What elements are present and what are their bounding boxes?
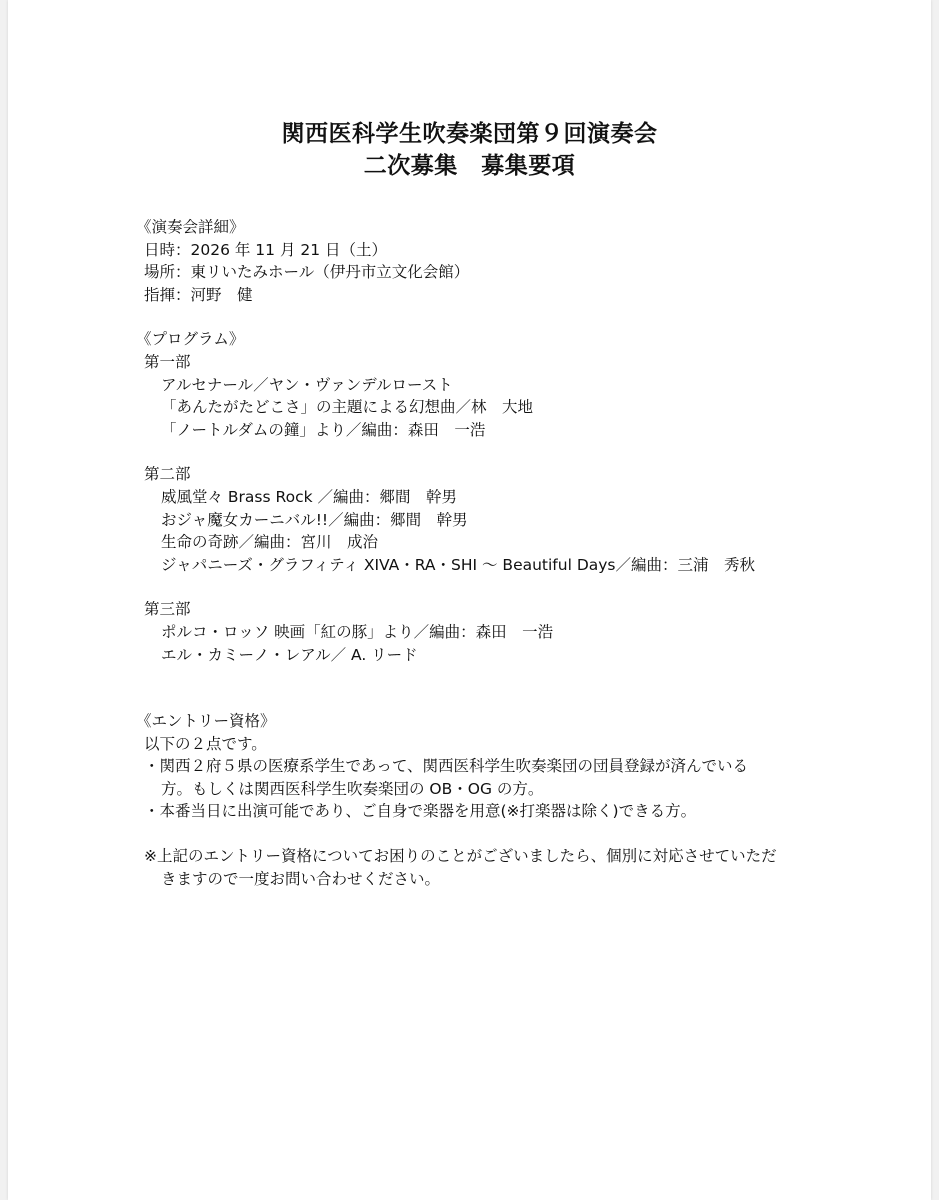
title-line-2: 二次募集 募集要項 [363,153,576,179]
document-page [8,0,931,1200]
entry-item-2: ・本番当日に出演可能であり、ご自身で楽器を用意(※打楽器は除く)できる方。 [144,802,697,821]
details-section [136,216,826,306]
program-part-label: 第二部 [144,465,191,484]
program-part-label: 第三部 [144,600,191,619]
details-date: 日時：2026 年 11 月 21 日（土） [144,240,388,259]
document-body [136,216,826,890]
entry-note: ※上記のエントリー資格についてお困りのことがございましたら、個別に対応させていただ [144,847,777,866]
program-piece: ポルコ・ロッソ 映画「紅の豚」より／編曲：森田 一浩 [161,622,554,641]
program-piece: 威風堂々 Brass Rock ／編曲：郷間 幹男 [161,487,457,506]
program-piece: 生命の奇跡／編曲：宮川 成治 [161,533,379,552]
program-piece: ジャパニーズ・グラフィティ XIVA・RA・SHI 〜 Beautiful Days／編曲：三浦 秀秋 [161,555,756,574]
details-conductor: 指揮：河野 健 [144,285,253,304]
entry-heading: 《エントリー資格》 [136,712,276,731]
program-part-label: 第一部 [144,352,191,371]
program-piece: 「あんたがたどこさ」の主題による幻想曲／林 大地 [161,398,534,417]
program-piece: 「ノートルダムの鐘」より／編曲：森田 一浩 [161,420,486,439]
title-line-1: 関西医科学生吹奏楽団第９回演奏会 [281,121,658,147]
program-piece: おジャ魔女カーニバル!!／編曲：郷間 幹男 [161,510,468,529]
entry-item-1-cont: 方。もしくは関西医科学生吹奏楽団の OB・OG の方。 [161,779,544,798]
entry-intro: 以下の２点です。 [144,734,267,753]
program-heading: 《プログラム》 [136,330,245,349]
entry-section [136,710,826,890]
details-heading: 《演奏会詳細》 [136,218,245,236]
program-piece: アルセナール／ヤン・ヴァンデルロースト [161,375,453,394]
program-section [136,328,826,666]
entry-item-1: ・関西２府５県の医療系学生であって、関西医科学生吹奏楽団の団員登録が済んでいる [144,757,749,776]
entry-note-cont: きますので一度お問い合わせください。 [161,869,441,888]
program-piece: エル・カミーノ・レアル／ A. リード [161,645,418,664]
details-venue: 場所：東リいたみホール（伊丹市立文化会館） [144,263,470,282]
document-title [8,118,931,182]
